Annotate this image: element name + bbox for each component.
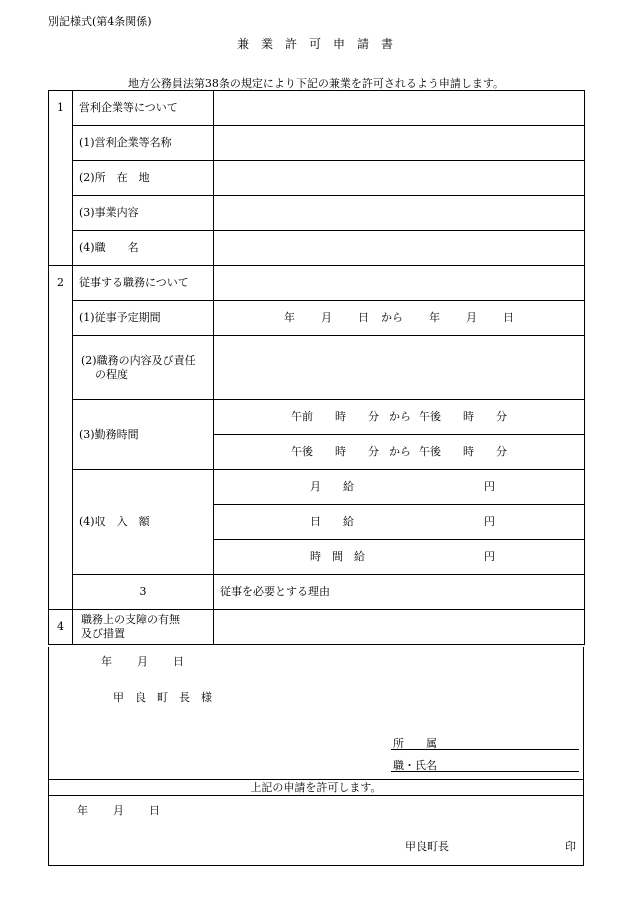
applicant-signature-area [48,647,584,779]
income-hourly-unit: 円 [484,550,495,563]
position-label: (4)職 名 [73,231,214,266]
hours1-hour: 時 [335,410,346,424]
section-4-row [49,610,585,645]
hours1-am: 午前 [291,410,313,424]
income-daily-unit: 円 [484,515,495,528]
application-date-day: 日 [173,655,184,668]
hours2-hour: 時 [335,445,346,459]
company-address-label: (2)所 在 地 [73,161,214,196]
period-day-from: 日 [358,311,369,325]
approval-authority: 甲良町長 [405,840,449,853]
section-1-label: 営利企業等について [73,91,214,126]
hours1-min-end: 分 [496,410,507,424]
company-name-field[interactable] [214,126,585,161]
section-3-label: 従事を必要とする理由 [214,575,585,610]
position-field[interactable] [214,231,585,266]
duties-label-line1: (2)職務の内容及び責任 [81,353,196,367]
business-content-row [49,196,585,231]
duties-label [73,336,214,400]
hours2-hour-end: 時 [463,445,474,459]
period-year-to: 年 [429,311,440,325]
company-name-label: (1)営利企業等名称 [73,126,214,161]
income-monthly-field[interactable] [214,470,585,505]
name-underline[interactable] [391,771,579,772]
form-reference: 別記様式(第4条関係) [48,15,152,28]
hours1-min: 分 [368,410,379,424]
hours2-min: 分 [368,445,379,459]
section-4-label-line2: 及び措置 [81,627,125,640]
period-label: (1)従事予定期間 [73,301,214,336]
intro-statement: 地方公務員法第38条の規定により下記の兼業を許可されるよう申請します。 [127,77,505,90]
impediment-field[interactable] [214,610,585,645]
section-4-label-line1: 職務上の支障の有無 [81,613,180,627]
approval-date-year: 年 [77,804,88,817]
approval-area [48,796,584,866]
section-1-value[interactable] [214,91,585,126]
name-label: 職・氏名 [393,759,437,772]
hours-field-2[interactable] [214,435,585,470]
company-address-field[interactable] [214,161,585,196]
section-2-header-row [49,266,585,301]
duties-label-line2: の程度 [95,367,128,381]
hours-label: (3)勤務時間 [73,400,214,470]
period-month-to: 月 [466,311,477,325]
duties-row [49,336,585,400]
section-1-number: 1 [49,91,73,266]
income-daily-field[interactable] [214,505,585,540]
income-hourly-field[interactable] [214,540,585,575]
duties-field[interactable] [214,336,585,400]
hours-field-1[interactable] [214,400,585,435]
application-date-year: 年 [101,655,112,668]
hours2-min-end: 分 [496,445,507,459]
company-address-row [49,161,585,196]
income-monthly-unit: 円 [484,480,495,493]
section-4-number: 4 [49,610,73,645]
income-hourly-label: 時 間 給 [310,550,365,563]
hours-row-1 [49,400,585,435]
period-year-from: 年 [284,311,295,325]
business-content-label: (3)事業内容 [73,196,214,231]
approval-statement: 上記の申請を許可します。 [48,779,584,796]
application-table [48,90,585,645]
section-3-number: 3 [73,575,214,610]
hours1-from: から [389,410,411,424]
document-title: 兼業許可申請書 [236,37,405,51]
seal-mark: 印 [565,840,576,853]
company-name-row [49,126,585,161]
approval-date-day: 日 [149,804,160,817]
affiliation-label: 所 属 [393,737,437,750]
position-row [49,231,585,266]
approval-date-month: 月 [113,804,124,817]
section-2-number: 2 [49,266,73,610]
business-content-field[interactable] [214,196,585,231]
affiliation-underline[interactable] [391,749,579,750]
period-day-to: 日 [503,311,514,325]
section-4-label [73,610,214,645]
section-2-label: 従事する職務について [73,266,214,301]
hours2-pm-end: 午後 [419,445,441,459]
addressee: 甲 良 町 長 様 [113,691,212,704]
period-row [49,301,585,336]
hours2-from: から [389,445,411,459]
section-1-header-row [49,91,585,126]
application-date-month: 月 [137,655,148,668]
income-row-monthly [49,470,585,505]
hours1-pm: 午後 [419,410,441,424]
section-3-row [49,575,585,610]
hours1-hour-end: 時 [463,410,474,424]
section-2-value[interactable] [214,266,585,301]
income-monthly-label: 月 給 [310,480,354,493]
period-from-word: から [381,311,403,325]
income-label: (4)収 入 額 [73,470,214,575]
period-field[interactable] [214,301,585,336]
income-daily-label: 日 給 [310,515,354,528]
hours2-pm: 午後 [291,445,313,459]
period-month-from: 月 [321,311,332,325]
